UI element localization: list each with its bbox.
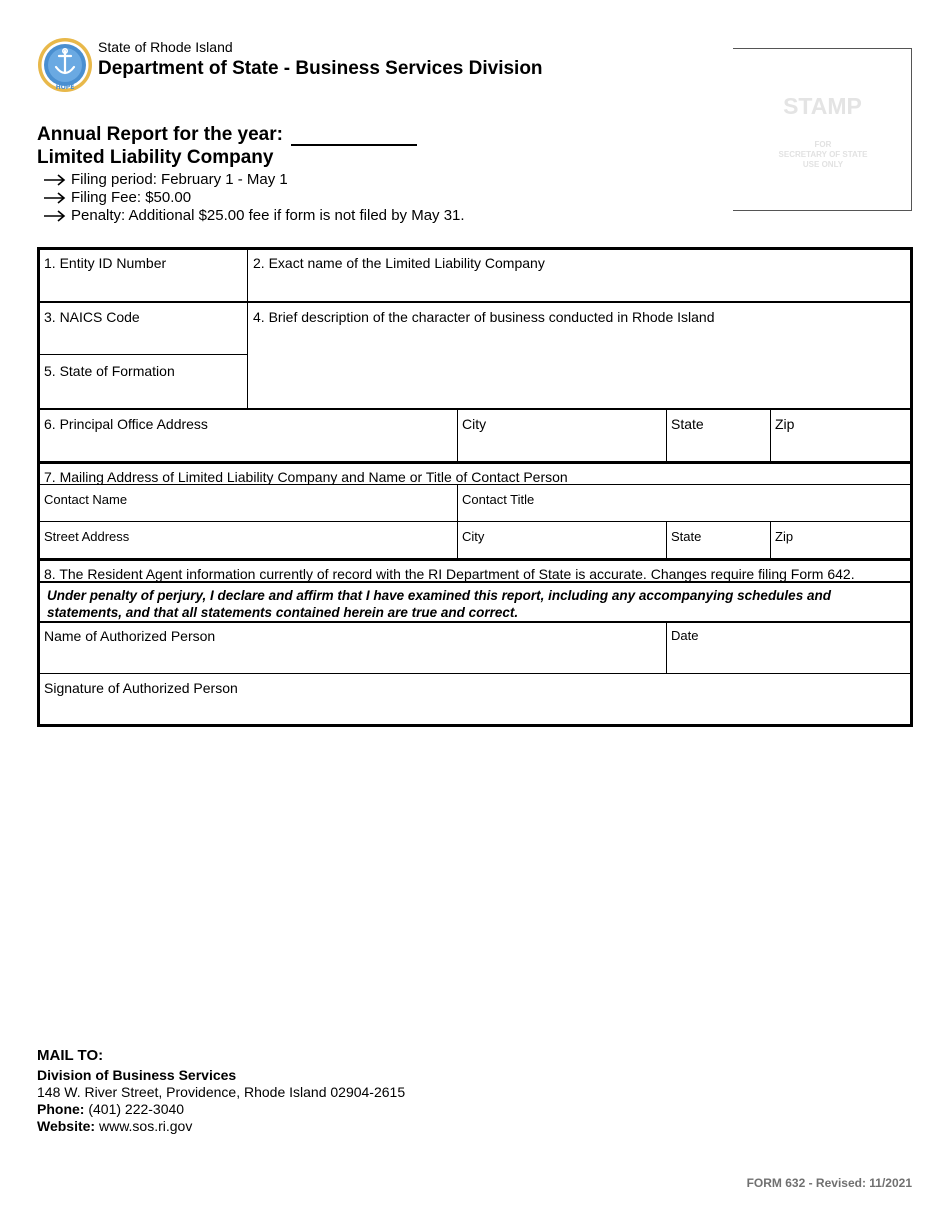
business-description-field[interactable]: 4. Brief description of the character of business conducted in Rhode Island (253, 309, 715, 325)
arrow-right-icon (44, 192, 66, 204)
principal-zip-field[interactable]: Zip (775, 416, 795, 432)
naics-code-field[interactable]: 3. NAICS Code (44, 309, 140, 325)
street-address-field[interactable]: Street Address (44, 529, 130, 544)
bullet-text: Filing Fee: $50.00 (71, 189, 192, 206)
report-title (37, 124, 417, 146)
stamp-box (733, 48, 912, 211)
state-of-formation-field[interactable]: 5. State of Formation (44, 363, 175, 379)
report-title-text: Annual Report for the year: (37, 124, 283, 145)
report-subtitle: Limited Liability Company (37, 147, 274, 168)
phone-line (37, 1101, 184, 1117)
bullet-filing-period (44, 171, 288, 188)
mailing-zip-field[interactable]: Zip (775, 529, 794, 544)
phone-label: Phone: (37, 1101, 85, 1117)
state-name: State of Rhode Island (98, 39, 233, 55)
mailing-address: 148 W. River Street, Providence, Rhode Island 02904-2615 (37, 1084, 406, 1100)
contact-name-field[interactable]: Contact Name (44, 492, 128, 507)
principal-city-field[interactable]: City (462, 416, 487, 432)
stamp-note (763, 140, 883, 170)
arrow-right-icon (44, 174, 66, 186)
authorized-person-name-field[interactable]: Name of Authorized Person (44, 628, 216, 644)
llc-name-field[interactable]: 2. Exact name of the Limited Liability Company (253, 255, 545, 271)
stamp-note-line: SECRETARY OF STATE (778, 150, 868, 159)
phone-number: (401) 222-3040 (88, 1101, 185, 1117)
website-link[interactable]: www.sos.ri.gov (98, 1118, 193, 1134)
division-name: Division of Business Services (37, 1067, 237, 1083)
date-field[interactable]: Date (671, 628, 699, 643)
bullet-text: Penalty: Additional $25.00 fee if form is not filed by May 31. (71, 207, 465, 224)
website-line (37, 1118, 192, 1134)
bullet-text: Filing period: February 1 - May 1 (71, 171, 288, 188)
year-field[interactable] (291, 126, 417, 146)
svg-text:HOPE: HOPE (55, 84, 75, 91)
stamp-note-line: USE ONLY (802, 160, 844, 169)
bullet-penalty (44, 207, 465, 224)
website-label: Website: (37, 1118, 96, 1134)
contact-title-field[interactable]: Contact Title (462, 492, 535, 507)
department-name: Department of State - Business Services Division (98, 58, 543, 79)
mail-to-heading: MAIL TO: (37, 1047, 104, 1064)
mailing-state-field[interactable]: State (671, 529, 702, 544)
entity-id-field[interactable]: 1. Entity ID Number (44, 255, 167, 271)
annual-report-form (37, 247, 913, 727)
signature-field[interactable]: Signature of Authorized Person (44, 680, 238, 696)
bullet-filing-fee (44, 189, 191, 206)
mailing-city-field[interactable]: City (462, 529, 485, 544)
stamp-note-line: FOR (814, 140, 832, 149)
principal-state-field[interactable]: State (671, 416, 704, 432)
arrow-right-icon (44, 210, 66, 222)
principal-office-address-field[interactable]: 6. Principal Office Address (44, 416, 208, 432)
perjury-statement: Under penalty of perjury, I declare and affirm that I have examined this report, including any accompanying schedules and statements, and that all statements contained herein are true and correct. (47, 588, 831, 620)
resident-agent-statement: 8. The Resident Agent information currently of record with the RI Department of State is accurate. Changes require filing Form 642. (44, 566, 855, 582)
mailing-address-header: 7. Mailing Address of Limited Liability Company and Name or Title of Contact Person (44, 469, 568, 485)
state-seal-logo (37, 37, 93, 93)
stamp-title: STAMP (783, 93, 862, 119)
form-number: FORM 632 - Revised: 11/2021 (746, 1176, 912, 1190)
